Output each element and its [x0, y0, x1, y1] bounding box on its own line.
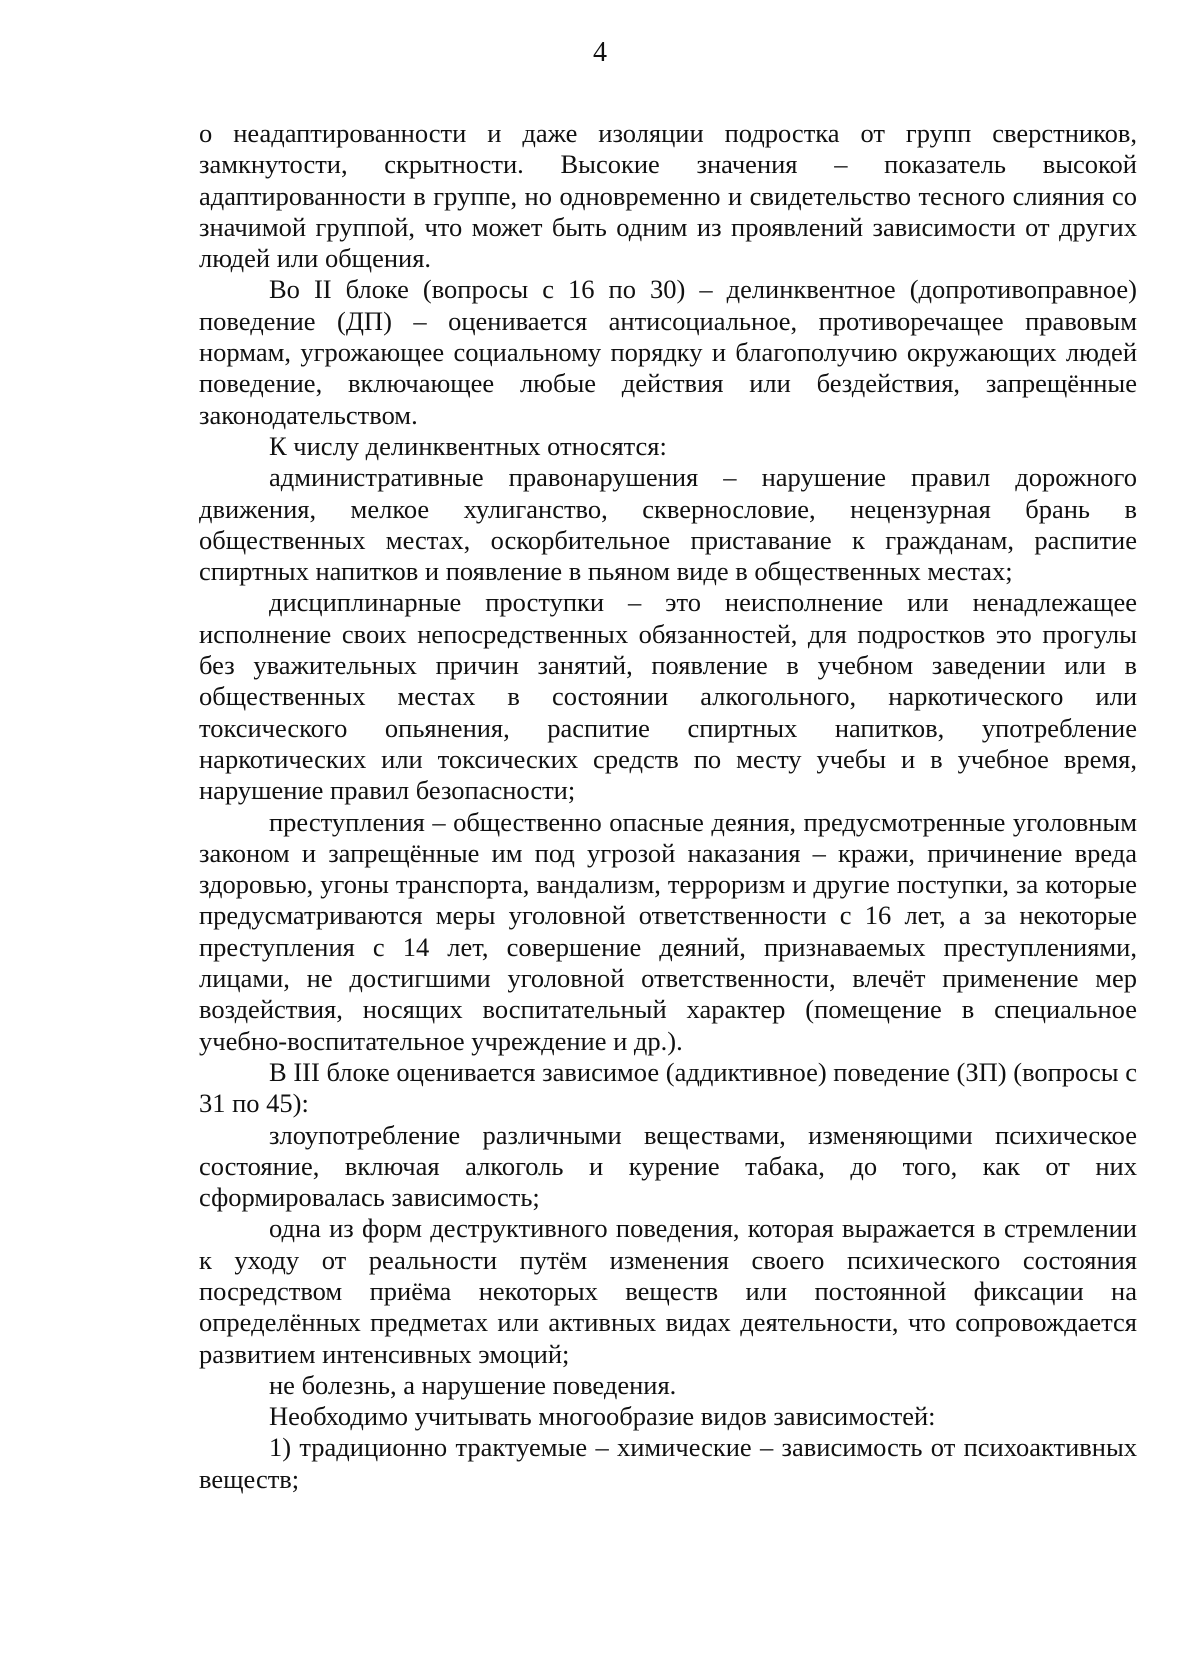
paragraph-chemical-addiction: 1) традиционно трактуемые – химические – зависимость от психоактивных веществ; — [199, 1432, 1137, 1494]
paragraph-crimes: преступления – общественно опасные деяния, предусмотренные уголовным законом и запрещённые им под угрозой наказания – кражи, причинение вреда здоровью, угоны транспорта, вандализм, терроризм и другие поступки, за которые предусматриваются меры уголовной ответственности с 16 лет, а за некоторые преступления с 14 лет, совершение деяний, признаваемых преступлениями, лицами, не достигшими уголовной ответственности, влечёт применение мер воздействия, носящих воспитательный характер (помещение в специальное учебно-воспитательное учреждение и др.). — [199, 806, 1137, 1056]
paragraph-continuation: о неадаптированности и даже изоляции подростка от групп сверстников, замкнутости, скрытности. Высокие значения – показатель высокой адаптированности в группе, но одновременно и свидетельство тесного слияния со значимой группой, что может быть одним из проявлений зависимости от других людей или общения. — [199, 118, 1137, 274]
paragraph-destructive-behavior: одна из форм деструктивного поведения, которая выражается в стремлении к уходу от реальности путём изменения своего психического состояния посредством приёма некоторых веществ или постоянной фиксации на определённых предметах или активных видах деятельности, что сопровождается развитием интенсивных эмоций; — [199, 1213, 1137, 1369]
document-body — [199, 118, 1137, 1495]
paragraph-block-2: Во II блоке (вопросы с 16 по 30) – делинквентное (допротивоправное) поведение (ДП) – оценивается антисоциальное, противоречащее правовым нормам, угрожающее социальному порядку и благополучию окружающих людей поведение, включающее любые действия или бездействия, запрещённые законодательством. — [199, 274, 1137, 430]
paragraph-not-disease: не болезнь, а нарушение поведения. — [269, 1369, 677, 1400]
paragraph-disciplinary-offenses: дисциплинарные проступки – это неисполнение или ненадлежащее исполнение своих непосредственных обязанностей, для подростков это прогулы без уважительных причин занятий, появление в учебном заведении или в общественных местах в состоянии алкогольного, наркотического или токсического опьянения, распитие спиртных напитков, употребление наркотических или токсических средств по месту учебы и в учебное время, нарушение правил безопасности; — [199, 587, 1137, 806]
paragraph-addiction-types-intro: Необходимо учитывать многообразие видов зависимостей: — [269, 1401, 936, 1432]
paragraph-block-3: В III блоке оценивается зависимое (аддиктивное) поведение (ЗП) (вопросы с 31 по 45): — [199, 1056, 1137, 1119]
paragraph-administrative-offenses: административные правонарушения – нарушение правил дорожного движения, мелкое хулиганство, сквернословие, нецензурная брань в общественных местах, оскорбительное приставание к гражданам, распитие спиртных напитков и появление в пьяном виде в общественных местах; — [199, 462, 1137, 587]
paragraph-delinquent-intro: К числу делинквентных относятся: — [269, 430, 667, 461]
page-number: 4 — [593, 37, 607, 68]
paragraph-substance-abuse: злоупотребление различными веществами, изменяющими психическое состояние, включая алкоголь и курение табака, до того, как от них сформировалась зависимость; — [199, 1119, 1137, 1213]
